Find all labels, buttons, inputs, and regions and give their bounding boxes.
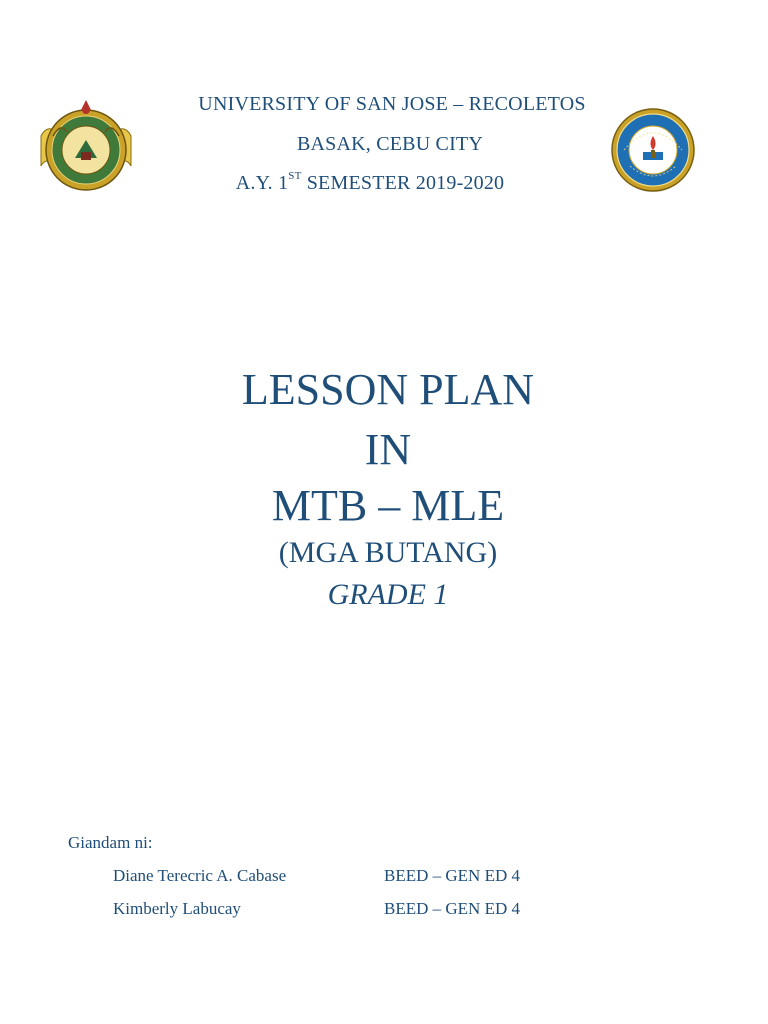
title-grade: GRADE 1 xyxy=(327,578,449,611)
academic-year-superscript: ST xyxy=(288,170,302,183)
university-name: UNIVERSITY OF SAN JOSE – RECOLETOS xyxy=(198,93,586,115)
academic-year-suffix: SEMESTER 2019-2020 xyxy=(301,172,505,194)
author-row xyxy=(113,866,713,888)
author-name: Kimberly Labucay xyxy=(113,899,241,918)
author-name: Diane Terecric A. Cabase xyxy=(113,866,287,885)
academic-year-prefix: A.Y. 1 xyxy=(235,172,289,194)
author-row xyxy=(113,899,713,921)
title-line-2: IN xyxy=(364,425,412,474)
academic-year xyxy=(0,172,754,195)
author-course: BEED – GEN ED 4 xyxy=(384,866,520,885)
title-line-3: MTB – MLE xyxy=(271,481,505,530)
title-line-1: LESSON PLAN xyxy=(241,365,535,414)
author-course: BEED – GEN ED 4 xyxy=(384,899,520,918)
title-subtitle: (MGA BUTANG) xyxy=(278,536,498,569)
prepared-by-label: Giandam ni: xyxy=(68,833,153,852)
university-address: BASAK, CEBU CITY xyxy=(297,133,483,155)
